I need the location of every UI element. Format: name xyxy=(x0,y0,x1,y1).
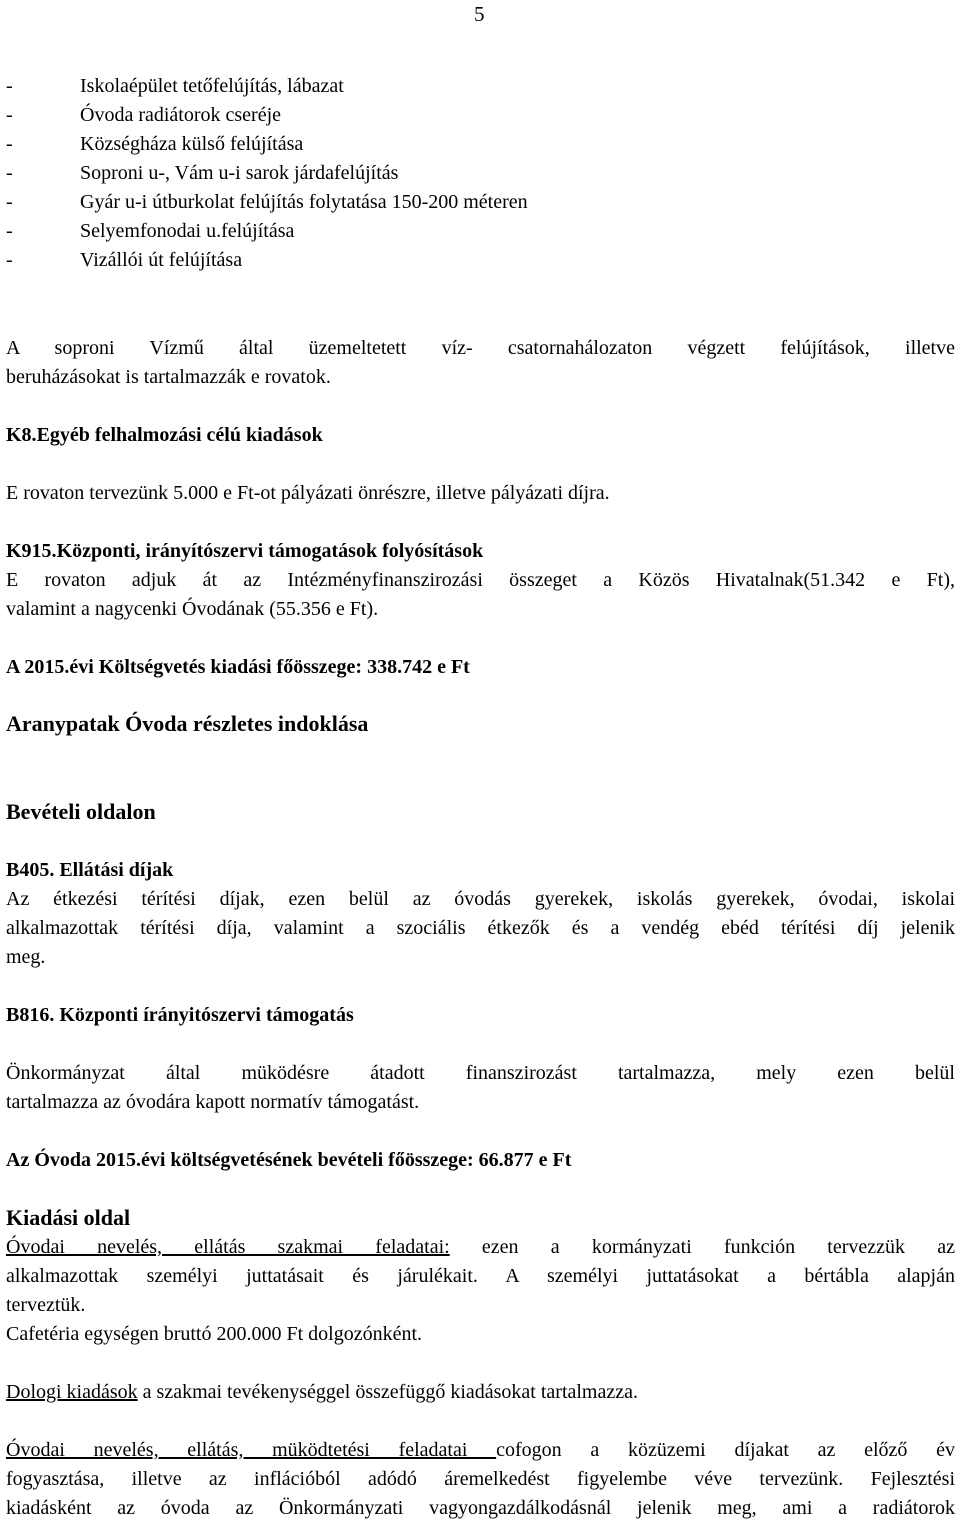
paragraph-line xyxy=(6,1235,955,1259)
list-item: Vizállói út felújítása xyxy=(80,249,243,271)
aranypatak-title: Aranypatak Óvoda részletes indoklása xyxy=(6,711,369,736)
paragraph-line: kiadásként az óvoda az Önkormányzati vagyongazdálkodásnál jelenik meg, ami a radiátorok xyxy=(6,1497,955,1519)
paragraph-line: E rovaton tervezünk 5.000 e Ft-ot pályázati önrészre, illetve pályázati díjra. xyxy=(6,482,610,504)
paragraph-text: ezen a kormányzati funkción tervezzük az xyxy=(449,1236,956,1258)
paragraph-line: Cafetéria egységen bruttó 200.000 Ft dolgozónként. xyxy=(6,1323,423,1345)
kiadasi-title: Kiadási oldal xyxy=(6,1205,131,1230)
paragraph-line: valamint a nagycenki Óvodának (55.356 e Ft). xyxy=(6,598,379,620)
list-item: Soproni u-, Vám u-i sarok járdafelújítás xyxy=(80,162,399,184)
paragraph-line: Önkormányzat által müködésre átadott finanszirozást tartalmazza, mely ezen belül xyxy=(6,1062,955,1084)
page-number: 5 xyxy=(474,2,485,26)
paragraph-line: terveztük. xyxy=(6,1294,86,1316)
section-heading-k915 xyxy=(6,539,483,563)
list-dash: - xyxy=(6,191,13,213)
list-dash: - xyxy=(6,75,13,97)
heading-text: Egyéb felhalmozási célú kiadások xyxy=(36,424,323,446)
list-item: Községháza külső felújítása xyxy=(80,133,304,155)
paragraph-line: beruházásokat is tartalmazzák e rovatok. xyxy=(6,366,331,388)
paragraph-line xyxy=(6,1380,638,1404)
list-dash: - xyxy=(6,220,13,242)
bevetel-title: Bevételi oldalon xyxy=(6,799,156,824)
ovoda-total: Az Óvoda 2015.évi költségvetésének bevételi főösszege: 66.877 e Ft xyxy=(6,1149,572,1171)
paragraph-line: fogyasztása, illetve az inflációból adódó áremelkedést figyelembe véve tervezünk. Fejlesztési xyxy=(6,1468,955,1490)
heading-code: B816. xyxy=(6,1004,55,1026)
list-dash: - xyxy=(6,133,13,155)
list-item: Selyemfonodai u.felújítása xyxy=(80,220,295,242)
list-item: Gyár u-i útburkolat felújítás folytatása 150-200 méteren xyxy=(80,191,528,213)
paragraph-line xyxy=(6,1438,955,1462)
list-dash: - xyxy=(6,162,13,184)
paragraph-line: meg. xyxy=(6,946,46,968)
list-item: Óvoda radiátorok cseréje xyxy=(80,104,282,126)
paragraph-line: Az étkezési térítési díjak, ezen belül az óvodás gyerekek, iskolás gyerekek, óvodai, iskolai xyxy=(6,888,955,910)
underlined-term: Óvodai nevelés, ellátás, müködtetési feladatai xyxy=(6,1439,497,1461)
heading-code: K915. xyxy=(6,540,57,562)
paragraph-text: a szakmai tevékenységgel összefüggő kiadásokat tartalmazza. xyxy=(137,1381,638,1403)
heading-text: Központi, irányítószervi támogatások folyósítások xyxy=(56,540,484,562)
total-2015: A 2015.évi Költségvetés kiadási főösszege: 338.742 e Ft xyxy=(6,656,470,678)
underlined-term: Óvodai nevelés, ellátás szakmai feladatai: xyxy=(6,1236,450,1258)
paragraph-line: alkalmazottak térítési díja, valamint a szociális étkezők és a vendég ebéd térítési díj jelenik xyxy=(6,917,955,939)
underlined-term: Dologi kiadások xyxy=(6,1381,138,1403)
list-dash: - xyxy=(6,249,13,271)
heading-code: B405. xyxy=(6,859,55,881)
paragraph-line: alkalmazottak személyi juttatásait és járulékait. A személyi juttatásokat a bértábla alapján xyxy=(6,1265,955,1287)
heading-code: K8. xyxy=(6,424,37,446)
heading-text: Ellátási díjak xyxy=(59,859,174,881)
section-heading-k8 xyxy=(6,423,323,447)
list-item: Iskolaépület tetőfelújítás, lábazat xyxy=(80,75,344,97)
paragraph-line: tartalmazza az óvodára kapott normatív támogatást. xyxy=(6,1091,420,1113)
paragraph-line: A soproni Vízmű által üzemeltetett víz- csatornahálozaton végzett felújítások, illetve xyxy=(6,337,955,359)
heading-text: Központi írányitószervi támogatás xyxy=(59,1004,354,1026)
paragraph-text: cofogon a közüzemi díjakat az előző év xyxy=(496,1439,955,1461)
section-heading-b405 xyxy=(6,858,173,882)
section-heading-b816 xyxy=(6,1003,354,1027)
list-dash: - xyxy=(6,104,13,126)
paragraph-line: E rovaton adjuk át az Intézményfinanszirozási összeget a Közös Hivatalnak(51.342 e Ft), xyxy=(6,569,955,591)
